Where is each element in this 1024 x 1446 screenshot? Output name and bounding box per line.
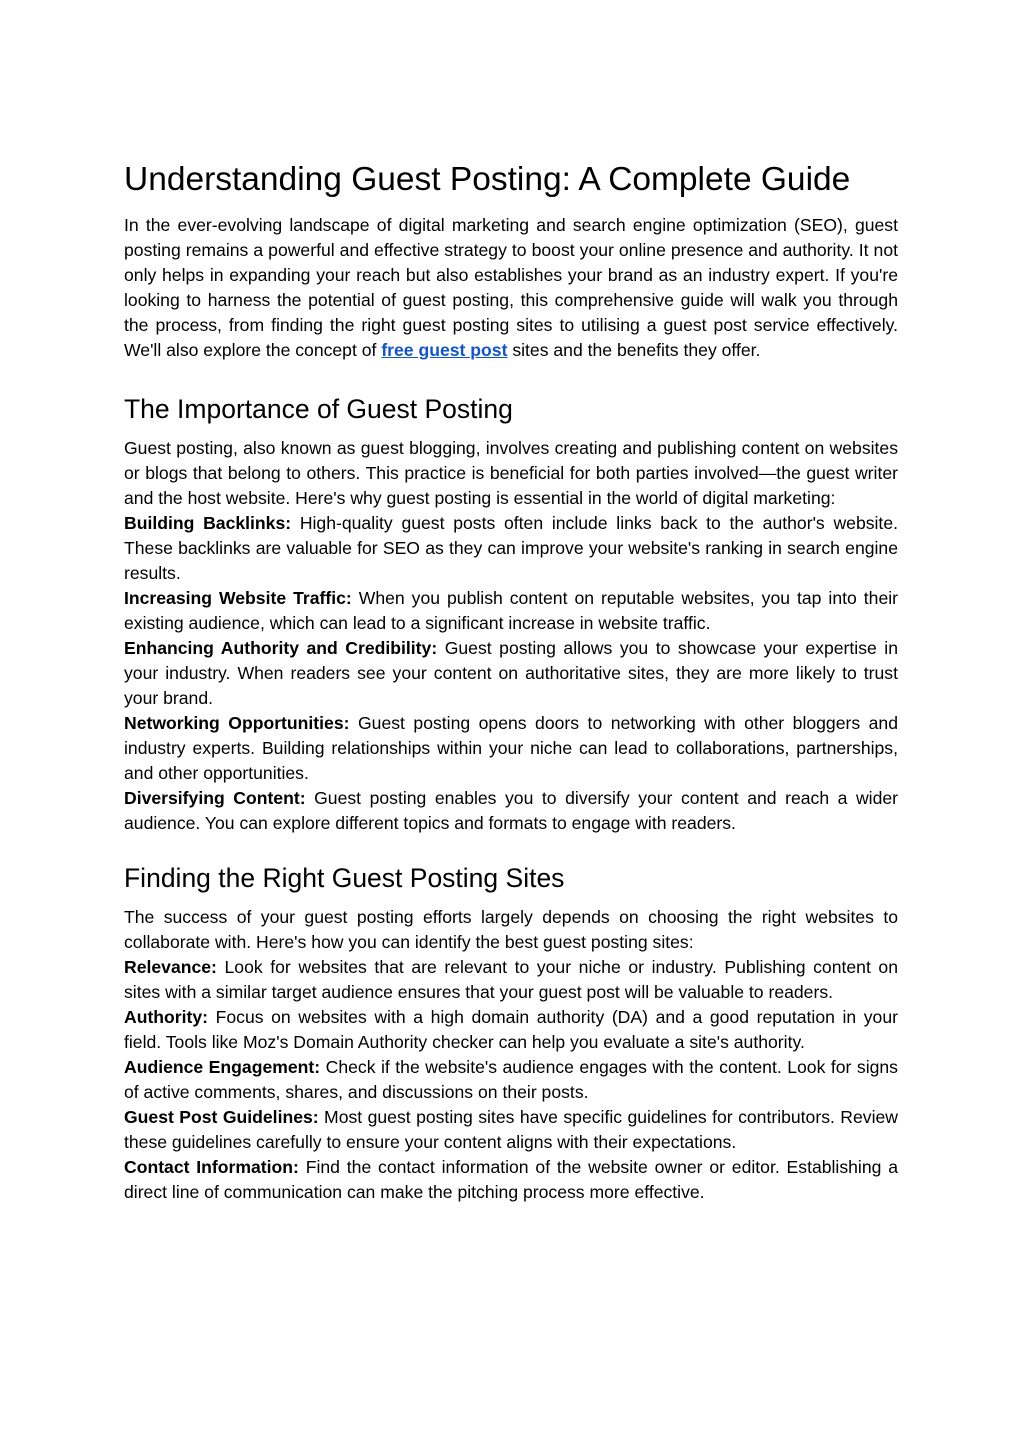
list-item bbox=[124, 1105, 898, 1155]
list-item bbox=[124, 586, 898, 636]
list-item bbox=[124, 511, 898, 586]
item-text: When you publish content on reputable websites, you tap into their existing audience, which can lead to a significant increase in website traffic. bbox=[124, 588, 898, 633]
list-item bbox=[124, 636, 898, 711]
item-text: Look for websites that are relevant to your niche or industry. Publishing content on sites with a similar target audience ensures that your guest post will be valuable to readers. bbox=[124, 957, 898, 1002]
item-text: Guest posting enables you to diversify your content and reach a wider audience. You can explore different topics and formats to engage with readers. bbox=[124, 788, 899, 833]
item-label: Contact Information: bbox=[124, 1157, 299, 1177]
section-heading-finding-sites: Finding the Right Guest Posting Sites bbox=[124, 863, 565, 893]
item-text: Find the contact information of the website owner or editor. Establishing a direct line of communication can make the pitching process more effective. bbox=[124, 1157, 898, 1202]
item-label: Diversifying Content: bbox=[124, 788, 306, 808]
item-label: Guest Post Guidelines: bbox=[124, 1107, 319, 1127]
intro-text: In the ever-evolving landscape of digital marketing and search engine optimization (SEO), guest posting remains a powerful and effective strategy to boost your online presence and authority. It not only helps in expanding your reach but also establishes your brand as an industry expert. If you're looking to harness the potential of guest posting, this comprehensive guide will walk you through the process, from finding the right guest posting sites to utilising a guest post service effectively. We'll also explore the concept of bbox=[124, 215, 898, 360]
intro-paragraph bbox=[124, 213, 898, 363]
item-label: Authority: bbox=[124, 1007, 209, 1027]
document-title: Understanding Guest Posting: A Complete Guide bbox=[124, 161, 851, 198]
list-item bbox=[124, 955, 898, 1005]
intro-text-end: sites and the benefits they offer. bbox=[507, 340, 761, 360]
item-text: Check if the website's audience engages with the content. Look for signs of active comments, shares, and discussions on their posts. bbox=[124, 1057, 898, 1102]
document-page bbox=[124, 158, 898, 1205]
item-text: Focus on websites with a high domain authority (DA) and a good reputation in your field. Tools like Moz's Domain Authority checker can help you evaluate a site's authority. bbox=[124, 1007, 898, 1052]
list-item bbox=[124, 786, 898, 836]
section-intro: Guest posting, also known as guest blogging, involves creating and publishing content on websites or blogs that belong to others. This practice is beneficial for both parties involved—the guest writer and the host website. Here's why guest posting is essential in the world of digital marketing: bbox=[124, 438, 898, 508]
list-item bbox=[124, 711, 898, 786]
item-label: Increasing Website Traffic: bbox=[124, 588, 352, 608]
list-item bbox=[124, 1055, 898, 1105]
list-item bbox=[124, 1155, 898, 1205]
item-text: Guest posting allows you to showcase your expertise in your industry. When readers see your content on authoritative sites, they are more likely to trust your brand. bbox=[124, 638, 898, 708]
item-label: Networking Opportunities: bbox=[124, 713, 350, 733]
list-item bbox=[124, 1005, 898, 1055]
section-heading-importance: The Importance of Guest Posting bbox=[124, 394, 513, 424]
item-text: Guest posting opens doors to networking with other bloggers and industry experts. Building relationships within your niche can lead to collaborations, partnerships, and other opportunities. bbox=[124, 713, 898, 783]
item-label: Enhancing Authority and Credibility: bbox=[124, 638, 438, 658]
item-text: High-quality guest posts often include links back to the author's website. These backlinks are valuable for SEO as they can improve your website's ranking in search engine results. bbox=[124, 513, 898, 583]
item-text: Most guest posting sites have specific guidelines for contributors. Review these guidelines carefully to ensure your content aligns with their expectations. bbox=[124, 1107, 898, 1152]
section-intro: The success of your guest posting efforts largely depends on choosing the right websites to collaborate with. Here's how you can identify the best guest posting sites: bbox=[124, 907, 898, 952]
item-label: Building Backlinks: bbox=[124, 513, 292, 533]
item-label: Relevance: bbox=[124, 957, 217, 977]
item-label: Audience Engagement: bbox=[124, 1057, 321, 1077]
free-guest-post-link[interactable]: free guest post bbox=[381, 340, 508, 360]
